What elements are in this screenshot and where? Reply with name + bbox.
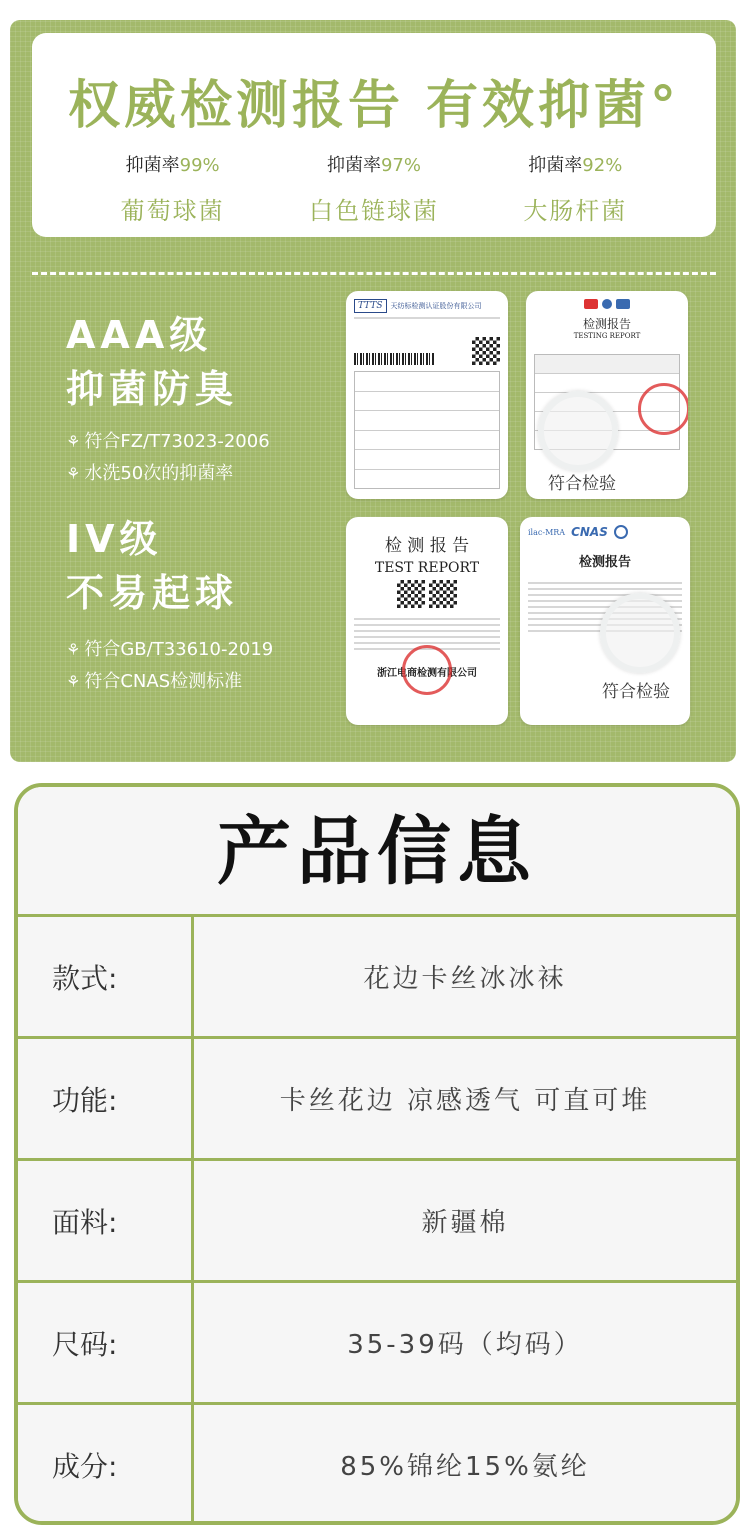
ilac-logo: ilac-MRA: [528, 527, 566, 537]
info-row-fabric: [18, 1161, 736, 1283]
feature-grade: IV级: [66, 517, 163, 561]
report-subtitle: TEST REPORT: [374, 560, 480, 576]
barcode: [354, 353, 434, 365]
info-key: 功能:: [18, 1039, 194, 1158]
report-image-4: [520, 517, 690, 725]
product-info-card: [14, 783, 740, 1525]
info-value: 新疆棉: [194, 1161, 736, 1280]
cma-logo: [584, 299, 598, 309]
feature-anti-pilling: [66, 516, 273, 698]
rate-percent: 99%: [179, 155, 220, 176]
bacteria-name: 葡萄球菌: [120, 197, 225, 225]
info-key: 成分:: [18, 1405, 194, 1524]
feature-title: 抑菌防臭: [66, 367, 239, 411]
red-stamp: [638, 383, 688, 435]
feature-grade: AAA级: [66, 313, 213, 357]
cert-logos: [534, 299, 680, 309]
rates-row: [32, 151, 716, 226]
leaf-icon: ⚘: [66, 640, 81, 659]
bacteria-name: 大肠杆菌: [523, 197, 628, 225]
rate-item: [73, 151, 273, 226]
info-key: 尺码:: [18, 1283, 194, 1402]
report-subtitle: TESTING REPORT: [573, 332, 641, 340]
report-company: 浙江电商检测有限公司: [377, 668, 477, 679]
report-title: 检测报告: [578, 555, 631, 570]
leaf-icon: ⚘: [66, 464, 81, 483]
red-stamp: [402, 645, 452, 695]
ilac-logo: [602, 299, 612, 309]
report-table: [354, 371, 500, 489]
info-value: 85%锦纶15%氨纶: [194, 1405, 736, 1524]
cert-badge-icon: [614, 525, 628, 539]
info-value: 卡丝花边 凉感透气 可直可堆: [194, 1039, 736, 1158]
report-title: 检测报告: [582, 317, 631, 331]
info-value: 花边卡丝冰冰袜: [194, 917, 736, 1036]
magnifier-lens: [538, 391, 618, 471]
feature-title: 不易起球: [66, 571, 239, 615]
report-title: 检 测 报 告: [384, 536, 470, 556]
report-org: 天纺标检测认证股份有限公司: [390, 302, 482, 310]
rate-percent: 97%: [380, 155, 421, 176]
info-key: 款式:: [18, 917, 194, 1036]
leaf-icon: ⚘: [66, 672, 81, 691]
headline-card: [32, 33, 716, 237]
report-image-1: [346, 291, 508, 499]
feature-note: ⚘ 符合FZ/T73023-2006: [66, 426, 270, 458]
qr-code: [472, 337, 500, 365]
feature-note: ⚘ 水洗50次的抑菌率: [66, 458, 270, 490]
cnas-logo: [616, 299, 630, 309]
feature-note: ⚘ 符合CNAS检测标准: [66, 666, 273, 698]
info-row-function: [18, 1039, 736, 1161]
cert-logos: [528, 525, 682, 539]
product-info-title: 产品信息: [18, 787, 736, 917]
rate-item: [475, 151, 675, 226]
rate-label: 抑菌率: [326, 155, 381, 176]
info-value: 35-39码（均码）: [194, 1283, 736, 1402]
qr-code: [429, 580, 457, 608]
feature-note: ⚘ 符合GB/T33610-2019: [66, 634, 273, 666]
dashed-divider: [32, 272, 716, 275]
headline: 权威检测报告 有效抑菌°: [67, 76, 681, 136]
magnifier-lens: [600, 593, 680, 673]
info-key: 面料:: [18, 1161, 194, 1280]
verify-text: 符合检验: [602, 682, 670, 702]
report-image-3: [346, 517, 508, 725]
rate-label: 抑菌率: [528, 155, 583, 176]
feature-antibacterial: [66, 312, 270, 490]
cnas-logo: CNAS: [571, 525, 608, 539]
verify-text: 符合检验: [548, 474, 616, 494]
bacteria-name: 白色链球菌: [308, 197, 439, 225]
report-image-2: [526, 291, 688, 499]
leaf-icon: ⚘: [66, 432, 81, 451]
info-row-composition: [18, 1405, 736, 1524]
rate-item: [274, 151, 474, 226]
info-row-size: [18, 1283, 736, 1405]
tts-logo: TTTS: [354, 299, 387, 313]
test-report-panel: [10, 20, 736, 762]
rate-label: 抑菌率: [125, 155, 180, 176]
rate-percent: 92%: [582, 155, 623, 176]
qr-code: [397, 580, 425, 608]
info-row-style: [18, 917, 736, 1039]
